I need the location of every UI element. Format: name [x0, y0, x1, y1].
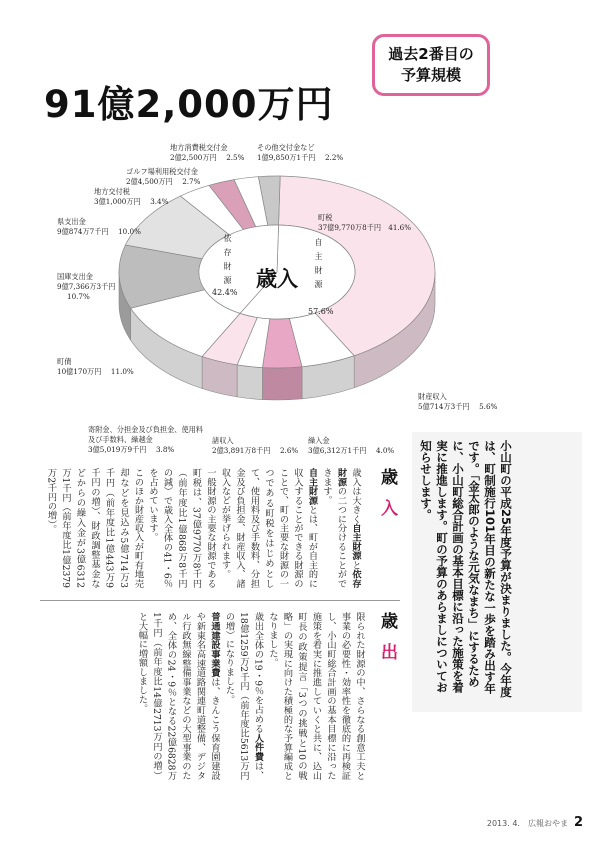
slice-label-県支出金: 県支出金 9億874万7千円 10.0% — [57, 217, 141, 236]
page-title: 91億2,000万円 — [44, 83, 334, 126]
badge-line-1: 過去2番目の — [388, 45, 474, 63]
page-number: 2 — [573, 815, 583, 830]
expenditure-text: 限られた財源の中、さらなる創意工夫と事業の必要性・効率性を徹底的に再検証し、小山町総合計画の基本目標に沿った施策を着実に推進していくと共に、込山町長の政策提言「3つの挑戦と10の戦略」の実現に向けた積極的な予算編成となりました。 歳出全体の19・9％を占める人件費は、18億1259万2千円（前年度比5613万円の増）になりました。 普通建設事業費は、きんこう保育園建設や新東名高速道路関連町道整備、デジタル行政無線整備事業などの大型事業のため、全体の24・9％となる22億6828万1千円（前年度比14億2713万円の増）と大幅に増額しました。 — [136, 612, 365, 780]
slice-label-町債: 町債 10億170万円 11.0% — [57, 357, 134, 376]
slice-label-寄附金等: 寄附金、分担金及び負担金、使用料及び手数料、繰越金 3億5,019万9千円 3.8% — [88, 425, 204, 454]
revenue-heading: 歳入 — [377, 468, 397, 530]
slice-label-町税: 町税 37億9,770万8千円 41.6% — [318, 213, 412, 232]
footer-issue: 2013. 4. 広報おやま — [486, 819, 568, 828]
badge-line-2: 予算規模 — [400, 66, 461, 84]
slice-label-その他交付金など: その他交付金など 1億9,850万1千円 2.2% — [257, 143, 344, 162]
group-dep-percent: 42.4% — [212, 288, 238, 297]
slice-label-諸収入: 諸収入 2億3,891万8千円 2.6% — [212, 436, 299, 455]
slice-label-国庫支出金: 国庫支出金 9億7,366万3千円 10.7% — [57, 272, 116, 301]
slice-label-財産収入: 財産収入 5億714万3千円 5.6% — [418, 392, 498, 411]
pie-side-2 — [262, 367, 302, 400]
group-dep-label: 依存財源 — [223, 234, 232, 290]
page-footer — [487, 815, 583, 830]
group-own-percent: 57.6% — [308, 307, 334, 316]
group-own-label: 自主財源 — [314, 238, 323, 294]
slice-label-繰入金: 繰入金 3億6,312万1千円 4.0% — [308, 436, 395, 455]
slice-label-地方交付税: 地方交付税 3億1,000万円 3.4% — [94, 187, 169, 206]
pie-center-label: 歳入 — [256, 267, 298, 291]
expenditure-heading: 歳出 — [377, 612, 397, 674]
section-divider — [40, 600, 400, 601]
intro-text: 小山町の平成25年度予算が決まりました。今年度は、町制施行101年目の新たな一歩を踏み出す年です。「金太郎のような元気なまち」にするために、小山町総合計画の基本目標に沿った施策を着実に推進します。町の予算のあらましについてお知らせします。 — [419, 440, 513, 698]
slice-label-ゴルフ場利用税交付金: ゴルフ場利用税交付金 2億4,500万円 2.7% — [126, 167, 201, 186]
slice-label-地方消費税交付金: 地方消費税交付金 2億2,500万円 2.5% — [170, 143, 245, 162]
pie-side-3 — [237, 365, 262, 400]
revenue-text: 歳入は大きく自主財源と依存財源の二つに分けることができます。 自主財源とは、町が自主的に収入することができる財源のことで、町の主要な財源の一つである町税をはじめとして、使用料及び手数料、分担金及び負担金、財産収入、諸収入などが挙げられます。 一般財源の主要な財源である町税は、37億9770万8千円（前年度比1億868万8千円の減）で歳入全体の41・6％を占めています。 このほか財産収入が町有地売却などを見込み5億714万3千円（前年度比1億443万9千円の増）、財政調整基金などからの繰入金が3億6312万1千円（前年度比1億2379万2千円の増）。 — [45, 468, 361, 588]
